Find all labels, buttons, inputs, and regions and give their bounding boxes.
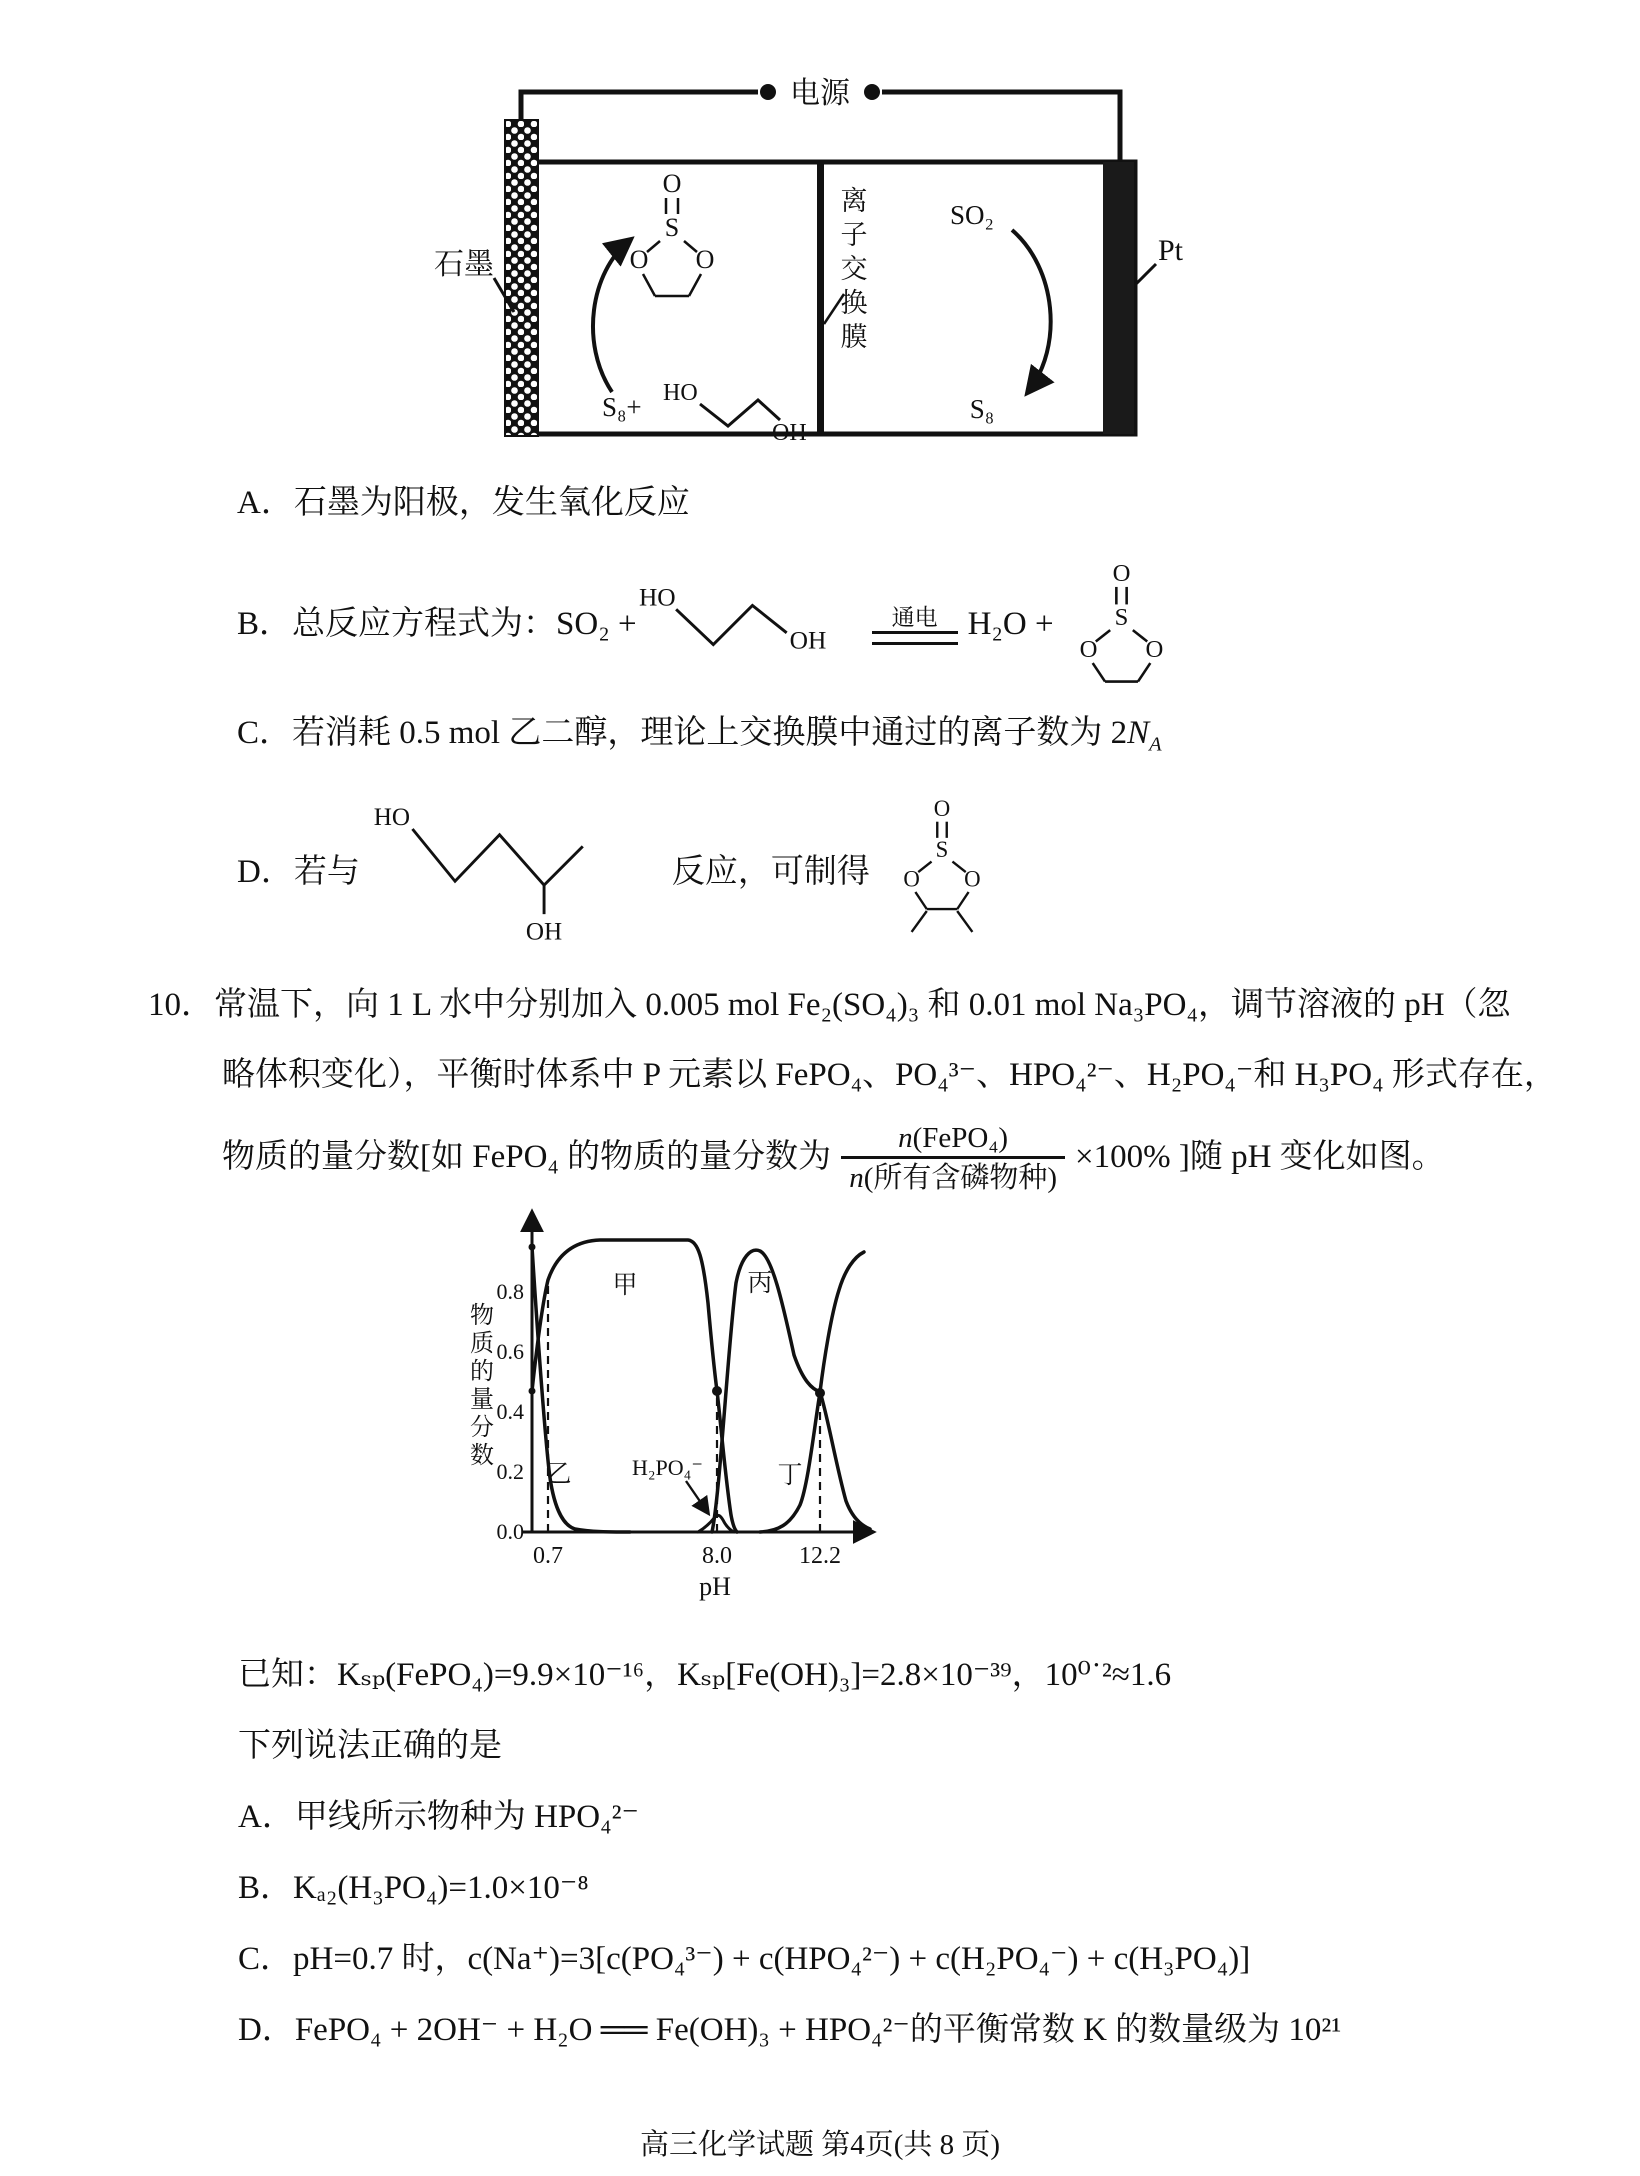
label-ding: 丁 (777, 1462, 803, 1489)
cathode-reaction-arrow (1012, 230, 1051, 392)
option-label: A． (237, 485, 294, 521)
anode-reaction-arrow (593, 240, 630, 392)
q9-option-d (237, 768, 1004, 978)
atom-s: S (1114, 604, 1128, 631)
crossing-dot-ph8 (712, 1386, 722, 1396)
atom-ho: HO (638, 582, 676, 612)
ion-exchange-membrane (817, 162, 824, 434)
glycol-skeleton (676, 605, 787, 644)
graphite-label: 石墨 (434, 248, 494, 281)
avogadro-sub: A (1149, 733, 1162, 756)
curve-ding (760, 1252, 864, 1532)
q10-option-d: D．FePO₄ + 2OH⁻ + H₂O ══ Fe(OH)₃ + HPO₄²⁻的平衡常数 K 的数量级为 10²¹ (238, 2012, 1342, 2048)
option-text-pre: 若与 (293, 854, 360, 891)
condition-label: 通电 (891, 604, 938, 630)
q9-option-c (237, 713, 1162, 758)
atom-oh: OH (789, 625, 826, 655)
q10-prompt: 下列说法正确的是 (238, 1728, 502, 1764)
power-label: 电源 (790, 77, 850, 110)
curve-bing (712, 1250, 870, 1532)
atom-s: S (935, 836, 949, 862)
atom-o: O (1112, 560, 1131, 587)
atom-o: O (662, 169, 682, 198)
option-text-pre: 总反应方程式为：SO₂ + (292, 606, 637, 643)
label-h2po4: H₂PO₄⁻ (632, 1455, 703, 1480)
page-footer: 高三化学试题 第4页(共 8 页) (639, 2129, 1001, 2161)
y-tick-label: 0.8 (496, 1279, 524, 1304)
atom-o: O (629, 245, 649, 274)
power-terminal-right (864, 84, 880, 100)
q9-option-b (237, 540, 1175, 710)
s8-label: S₈ (969, 394, 995, 424)
butanediol-skeleton (412, 828, 582, 884)
option-text: 若消耗 0.5 mol 乙二醇，理论上交换膜中通过的离子数为 2 (292, 715, 1128, 751)
y-axis-title-char: 质 (470, 1331, 494, 1357)
fraction-denominator: n(所有含磷物种) (841, 1156, 1065, 1196)
label-jia: 甲 (612, 1272, 638, 1299)
line3-pre: 物质的量分数[如 FePO₄ 的物质的量分数为 (222, 1139, 832, 1176)
label-yi: 乙 (546, 1461, 572, 1488)
q10-stem-line2: 略体积变化），平衡时体系中 P 元素以 FePO₄、PO₄³⁻、HPO₄²⁻、H₂PO₄⁻和 H₃PO₄ 形式存在， (222, 1057, 1557, 1093)
membrane-label-char: 子 (840, 220, 868, 250)
so2-label: SO₂ (950, 200, 994, 230)
atom-o: O (964, 866, 981, 892)
mole-fraction-vs-ph-chart (460, 1185, 920, 1605)
y-tick-label: 0.2 (496, 1459, 524, 1484)
q10-known-values: 已知：Kₛₚ(FePO₄)=9.9×10⁻¹⁶，Kₛₚ[Fe(OH)₃]=2.8×10⁻³⁹，10⁰˙²≈1.6 (238, 1657, 1172, 1693)
power-terminal-left (760, 84, 776, 100)
fraction-numerator: n(FePO₄) (898, 1121, 1009, 1154)
pt-electrode (1103, 162, 1134, 434)
atom-o: O (933, 797, 951, 821)
ethylene-glycol-structure (637, 576, 862, 674)
butanediol-structure (366, 796, 666, 951)
axis-dot-mid (529, 1388, 536, 1395)
graphite-electrode (505, 120, 538, 436)
pt-label: Pt (1158, 234, 1184, 267)
membrane-label-char: 交 (840, 254, 868, 284)
y-axis-title-char: 的 (470, 1359, 494, 1385)
y-axis-title-char: 数 (470, 1443, 494, 1469)
electrolysis-cell-diagram (420, 62, 1220, 454)
y-tick-label: 0.0 (496, 1519, 524, 1544)
option-label: D． (237, 854, 294, 891)
option-text-post: H₂O + (967, 606, 1054, 643)
q10-option-b: B．Kₐ₂(H₃PO₄)=1.0×10⁻⁸ (238, 1870, 589, 1906)
q9-option-a (237, 483, 690, 524)
dimethyl-sulfite-structure (880, 797, 1004, 949)
atom-o: O (695, 245, 715, 274)
atom-ho: HO (663, 380, 698, 406)
atom-s: S (664, 213, 680, 242)
ethylene-sulfite-structure (1068, 560, 1175, 690)
y-axis-title-char: 分 (470, 1415, 494, 1441)
reaction-condition-equals (872, 606, 958, 645)
avogadro-n: N (1127, 715, 1150, 751)
label-bing: 丙 (747, 1270, 773, 1297)
x-axis-title: pH (699, 1572, 731, 1601)
y-axis-title-char: 物 (470, 1303, 494, 1329)
axis-dot-top (529, 1244, 536, 1251)
x-tick-label: 12.2 (799, 1543, 841, 1569)
atom-ho: HO (373, 803, 410, 831)
q10-stem-line1: 10．常温下，向 1 L 水中分别加入 0.005 mol Fe₂(SO₄)₃ 和 0.01 mol Na₃PO₄，调节溶液的 pH（忽 (148, 987, 1511, 1023)
y-tick-label: 0.4 (496, 1399, 524, 1424)
x-tick-label: 8.0 (702, 1543, 732, 1569)
x-tick-label: 0.7 (533, 1543, 563, 1569)
option-label: C． (237, 715, 293, 751)
double-line (872, 631, 958, 645)
pt-pointer-line (1136, 264, 1156, 284)
option-text-post: 反应，可制得 (671, 854, 870, 891)
atom-o: O (1145, 635, 1163, 663)
atom-oh: OH (772, 420, 807, 446)
wire-right (882, 92, 1120, 164)
ethylene-sulfite-structure (630, 169, 715, 296)
h2po4-annotation-arrow (686, 1481, 708, 1513)
s8-plus-label: S₈+ (602, 392, 642, 422)
atom-o: O (1079, 635, 1098, 663)
wire-left (521, 92, 758, 124)
membrane-label-char: 离 (840, 186, 868, 216)
q10-option-a: A．甲线所示物种为 HPO₄²⁻ (238, 1799, 639, 1835)
glycol-skeleton (700, 400, 780, 426)
option-label: B． (237, 606, 293, 643)
atom-oh: OH (525, 917, 563, 945)
membrane-label-char: 膜 (840, 322, 868, 352)
membrane-label-char: 换 (840, 288, 868, 318)
y-axis-title-char: 量 (470, 1387, 494, 1413)
line3-post: ×100% ]随 pH 变化如图。 (1075, 1139, 1445, 1176)
crossing-dot-ph12.2 (815, 1388, 825, 1398)
y-tick-label: 0.6 (496, 1339, 524, 1364)
atom-o: O (903, 866, 920, 892)
q10-option-c: C．pH=0.7 时，c(Na⁺)=3[c(PO₄³⁻) + c(HPO₄²⁻) + c(H₂PO₄⁻) + c(H₃PO₄)] (238, 1941, 1251, 1977)
option-text: 石墨为阳极，发生氧化反应 (293, 485, 690, 521)
